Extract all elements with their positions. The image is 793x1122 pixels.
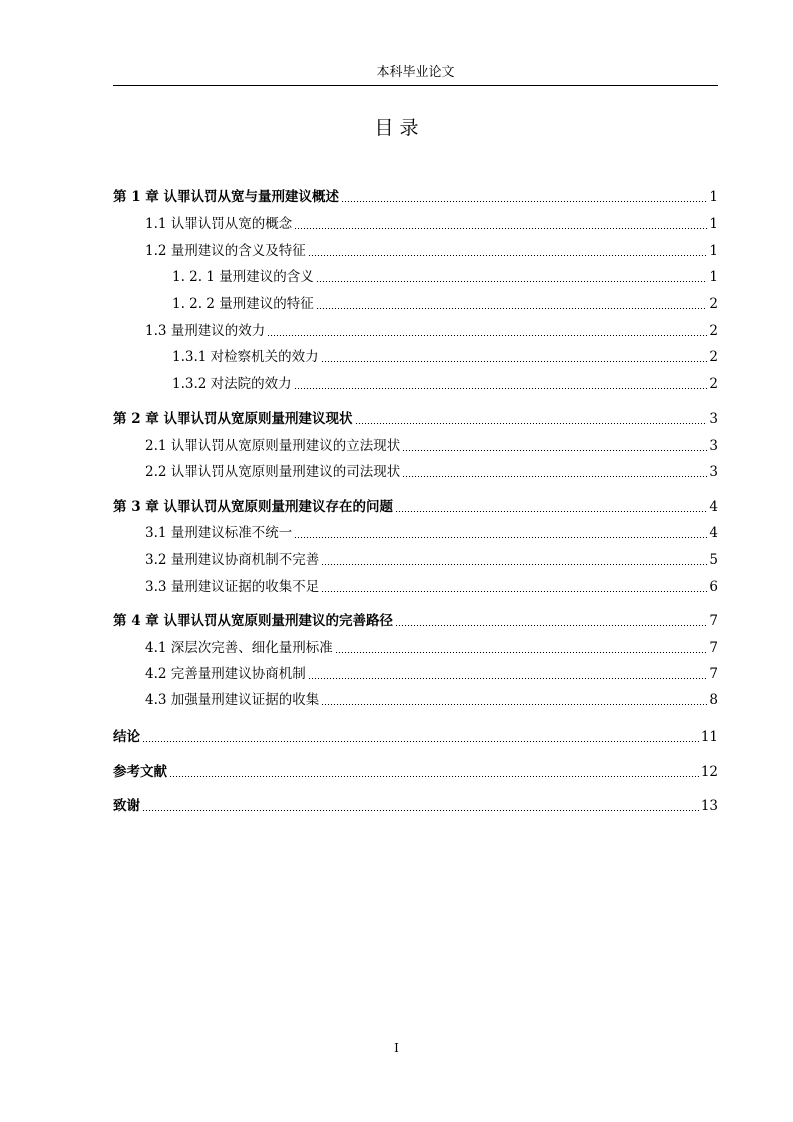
- toc-entry-label: 1. 2. 1 量刑建议的含义: [172, 269, 314, 285]
- toc-entry-page: 8: [709, 692, 718, 708]
- dot-leader: [321, 564, 707, 565]
- dot-leader: [402, 476, 707, 477]
- dot-leader: [321, 704, 707, 705]
- toc-entry-label: 结论: [113, 729, 140, 745]
- dot-leader: [321, 361, 708, 362]
- dot-leader: [267, 335, 707, 336]
- toc-entry-1-1[interactable]: [145, 215, 718, 233]
- toc-entry-1-3-2[interactable]: [172, 375, 718, 393]
- dot-leader: [321, 591, 707, 592]
- toc-entry-label: 3.2 量刑建议协商机制不完善: [145, 552, 320, 568]
- dot-leader: [395, 511, 707, 512]
- toc-entry-page: 1: [709, 269, 718, 285]
- toc-entry-page: 3: [709, 411, 718, 427]
- toc-entry-label: 1.3.2 对法院的效力: [172, 376, 292, 392]
- dot-leader: [294, 537, 707, 538]
- toc-entry-acknowledgements[interactable]: [113, 797, 718, 815]
- toc-entry-page: 2: [709, 296, 718, 312]
- dot-leader: [341, 201, 707, 202]
- dot-leader: [335, 652, 708, 653]
- toc-entry-1-2[interactable]: [145, 242, 718, 260]
- page-header: 本科毕业论文: [376, 65, 455, 80]
- toc-entry-page: 2: [709, 323, 718, 339]
- toc-entry-chapter-4[interactable]: [113, 612, 718, 630]
- toc-entry-label: 1.3.1 对检察机关的效力: [172, 349, 319, 365]
- dot-leader: [294, 228, 707, 229]
- dot-leader: [402, 450, 707, 451]
- page-number: I: [394, 1041, 399, 1055]
- dot-leader: [395, 625, 707, 626]
- dot-leader: [169, 776, 699, 777]
- toc-entry-2-2[interactable]: [145, 463, 718, 481]
- toc-entry-page: 3: [709, 438, 718, 454]
- toc-entry-4-1[interactable]: [145, 639, 718, 657]
- dot-leader: [308, 255, 708, 256]
- toc-entry-3-1[interactable]: [145, 524, 718, 542]
- dot-leader: [316, 308, 708, 309]
- toc-entry-label: 3.1 量刑建议标准不统一: [145, 525, 293, 541]
- toc-entry-label: 1.3 量刑建议的效力: [145, 323, 266, 339]
- toc-entry-1-2-2[interactable]: [172, 295, 718, 313]
- dot-leader: [142, 741, 699, 742]
- toc-entry-4-2[interactable]: [145, 665, 718, 683]
- toc-entry-1-2-1[interactable]: [172, 268, 718, 286]
- toc-entry-conclusion[interactable]: [113, 728, 718, 746]
- toc-entry-label: 1. 2. 2 量刑建议的特征: [172, 296, 314, 312]
- toc-entry-label: 4.3 加强量刑建议证据的收集: [145, 692, 320, 708]
- toc-entry-label: 4.2 完善量刑建议协商机制: [145, 666, 306, 682]
- toc-entry-references[interactable]: [113, 763, 718, 781]
- dot-leader: [316, 281, 708, 282]
- toc-entry-page: 12: [700, 764, 718, 780]
- dot-leader: [294, 388, 708, 389]
- toc-entry-page: 1: [709, 189, 718, 205]
- toc-entry-label: 参考文献: [113, 764, 167, 780]
- toc-entry-page: 4: [709, 525, 718, 541]
- toc-entry-page: 1: [709, 216, 718, 232]
- toc-entry-label: 3.3 量刑建议证据的收集不足: [145, 579, 320, 595]
- dot-leader: [142, 810, 699, 811]
- toc-entry-1-3[interactable]: [145, 322, 718, 340]
- dot-leader: [355, 423, 708, 424]
- dot-leader: [308, 678, 708, 679]
- toc-entry-label: 4.1 深层次完善、细化量刑标准: [145, 640, 333, 656]
- toc-entry-page: 11: [700, 729, 718, 745]
- toc-entry-label: 第 3 章 认罪认罚从宽原则量刑建议存在的问题: [113, 499, 393, 515]
- toc-entry-label: 致谢: [113, 798, 140, 814]
- toc-entry-chapter-2[interactable]: [113, 410, 718, 428]
- toc-entry-label: 第 4 章 认罪认罚从宽原则量刑建议的完善路径: [113, 613, 393, 629]
- toc-entry-3-2[interactable]: [145, 551, 718, 569]
- toc-entry-page: 13: [700, 798, 718, 814]
- toc-entry-page: 1: [709, 243, 718, 259]
- toc-entry-chapter-3[interactable]: [113, 498, 718, 516]
- toc-title: 目 录: [374, 117, 419, 139]
- toc-entry-page: 4: [709, 499, 718, 515]
- toc-entry-label: 第 1 章 认罪认罚从宽与量刑建议概述: [113, 189, 339, 205]
- toc-entry-1-3-1[interactable]: [172, 348, 718, 366]
- toc-entry-2-1[interactable]: [145, 437, 718, 455]
- toc-entry-label: 1.1 认罪认罚从宽的概念: [145, 216, 293, 232]
- toc-entry-label: 第 2 章 认罪认罚从宽原则量刑建议现状: [113, 411, 353, 427]
- toc-entry-page: 7: [709, 666, 718, 682]
- toc-entry-page: 7: [709, 640, 718, 656]
- toc-entry-label: 2.1 认罪认罚从宽原则量刑建议的立法现状: [145, 438, 401, 454]
- toc-entry-page: 6: [709, 579, 718, 595]
- toc-entry-label: 1.2 量刑建议的含义及特征: [145, 243, 306, 259]
- toc-entry-label: 2.2 认罪认罚从宽原则量刑建议的司法现状: [145, 464, 401, 480]
- toc-entry-3-3[interactable]: [145, 578, 718, 596]
- toc-entry-page: 5: [709, 552, 718, 568]
- toc-entry-page: 3: [709, 464, 718, 480]
- toc-entry-page: 7: [709, 613, 718, 629]
- toc-entry-page: 2: [709, 349, 718, 365]
- toc-entry-page: 2: [709, 376, 718, 392]
- toc-entry-4-3[interactable]: [145, 691, 718, 709]
- toc-entry-chapter-1[interactable]: [113, 188, 718, 206]
